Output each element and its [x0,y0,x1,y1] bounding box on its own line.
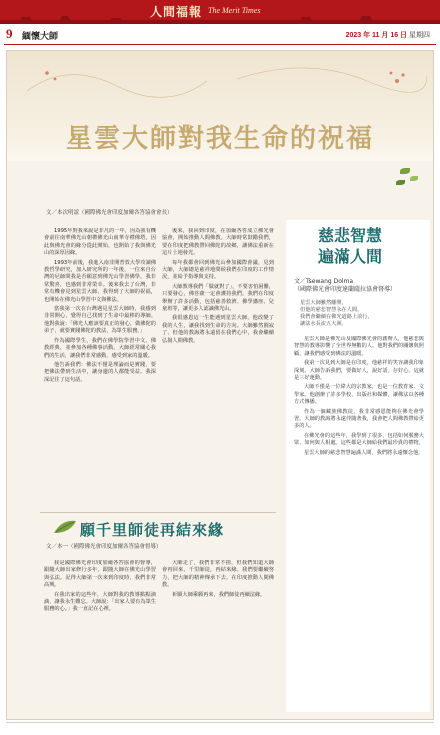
page-number: 9 [6,26,13,41]
paragraph: 作為國際學生，我們在佛學院學習中文、佛教經典，並參加各種佛事活動。大師經常關心我們的生活，讓我們非常感動，感受到家的溫暖。 [44,337,156,359]
masthead-logo: 人間福報 [150,5,203,19]
poem-line: 星雲大師雖然離開， [300,300,347,306]
skyline-illustration [0,14,440,24]
paragraph: 星雲大師的慈悲智慧遍滿人間，我們將永遠懷念他。 [304,449,424,456]
article-divider [40,512,276,513]
sidebar-poem [300,300,410,328]
article-headline: 星雲大師對我生命的祝福 [65,124,374,154]
paragraph: 大師不僅是一位偉大的宗教家，也是一位教育家、文學家。他創辦了許多學校、出版社和媒體，讓佛法以各種方式傳播。 [294,384,424,406]
paragraph: 我第一次見到大師是在印度，他慈祥的笑容讓我印象深刻。大師告訴我們，要做好人，說好話，存好心，這就是三好運動。 [294,360,424,382]
poem-line: 但他的慈悲智慧永在人間。 [300,307,363,313]
paragraph: 祈願大師乘願再來，我們師徒再續法緣。 [172,591,266,598]
paragraph: 每年我都會回到佛光山參加國際會議，見到大師，大師總是慈祥地問候我們在印度的工作情況，並給予指導與支持。 [162,259,274,281]
article2-byline: 文／本一（國際佛光會印度加爾各答協會督導） [46,544,162,550]
paragraph: 在佛光會的這些年，我學到了很多，包括如何服務大眾、如何與人相處。這些都是大師給我們最珍貴的禮物。 [294,432,424,447]
page-date [346,30,430,40]
paragraph: 大師走了，我們非常不捨，但我們知道大師會再回來，千里師徒，再結來緣。我們要繼續努力，把大師的精神傳承下去，在印度推動人間佛教。 [162,560,274,589]
article2-column-1 [44,560,156,715]
leaf-icon [52,517,78,537]
article-column-1 [44,228,156,508]
sidebar-author-org: （國際佛光會印度達蘭薩拉協會督導） [294,286,397,293]
article2-column-2 [162,560,274,715]
section-name: 緬懷大師 [22,32,59,42]
leaf-decoration [400,168,410,174]
article-byline: 文／本次明誼（國際佛光會印度加爾各答協會會長） [46,210,173,216]
poem-line: 讓法水長流五大洲。 [300,321,347,327]
sidebar-body [294,336,424,706]
article-column-2 [162,228,274,508]
paragraph: 我是國際佛光會印度加爾各答協會的督導，跟隨大師出家修行多年，跟隨大師在佛光山學習與弘法。記得大師第一次來到印度時，我們非常高興。 [44,560,156,589]
masthead-bar [0,0,440,24]
masthead-logo-en: The Merit Times [208,6,261,15]
paragraph: 大師教導我們「做就對了」，不要害怕困難，只要發心，佛菩薩一定會護持我們。我們在印度舉辦了許多活動，包括慈善救濟、佛學講座、兒童班等，讓更多人認識佛光山。 [162,283,274,313]
sidebar-byline [294,278,424,294]
paragraph: 在我出家的這些年，大師對我的教導點點滴滴，讓我永生難忘。大師說：「出家人要有為眾生服務的心。」我一直記在心裡。 [44,591,156,613]
paragraph: 我很感恩這一生能遇到星雲大師，他改變了我的人生，讓我找到生命的方向。大師雖然圓寂了，但他的教誨將永遠留在我們心中，我會繼續弘揚人間佛教。 [162,315,274,344]
paragraph: 他告訴我們：佛法不僅是理論而是實踐，要把佛法帶到生活中，讓身邊的人都能受益。我深深記住了這句話。 [44,361,156,383]
date-text: 2023 年 11 月 16 日 [345,32,408,39]
sidebar-title-line1: 慈悲智慧 [317,226,382,245]
leaf-decoration [396,180,405,185]
page-footer [6,722,434,731]
paragraph: 後來，我回到印度，在加爾各答成立佛光會協會，開始推動人間佛教。大師時常鼓勵我們，要在印度把佛教帶回佛陀的故鄉，讓佛法重新在這片土地發光。 [162,228,274,257]
article2-headline: 願千里師徒再結來緣 [80,521,225,539]
sidebar-title [300,225,400,267]
paragraph: 當我第一次在台灣遇見星雲大師時，我感到非常開心，覺得自己找到了生命中最棒的導師。他對我說：「佛光人應該要真正的發心，做佛陀的弟子，就要實踐佛陀的教法，為眾生服務。」 [44,306,156,335]
paragraph: 星雲大師是佛光山及國際佛光會的創辦人，他慈悲與智慧的教導影響了全世界無數的人。他對我們的關懷與照顧，讓我們感受到佛法的溫暖。 [294,336,424,357]
poem-line: 我們會繼續在佛光道路上前行， [300,314,373,320]
paragraph: 1993年前後，我進入南非開普敦大學攻讀佛教哲學研究，加入研究所的一年後，一位來自台灣的尼師問我是否願意到佛光山學習佛學。我非常驚喜，也感到非常榮幸。後來我去了台灣，非常有機會見到星雲大師，我得到了大師的祝福，也開始在佛光山學習中文與佛法。 [44,259,156,303]
leaf-decoration [410,176,418,181]
sidebar-author: 文／Tsewang Dolma [294,278,354,285]
header-rule [4,44,436,45]
paragraph: 作為一個藏族佛教徒，我非常感恩能夠在佛光會學習。大師的教誨將永遠伴隨著我，我會把人間佛教帶給更多的人。 [294,408,424,430]
weekday-text: 星期四 [409,32,430,39]
paragraph: 1995年對我來說是非凡的一年，因為我有機會前往南華佛光山朝禮佛光山南華寺禮佛塔，因此與佛光會的緣分從此開始，也開始了我與佛光山的深厚因緣。 [44,228,156,257]
sidebar-title-line2: 遍滿人間 [317,247,382,266]
